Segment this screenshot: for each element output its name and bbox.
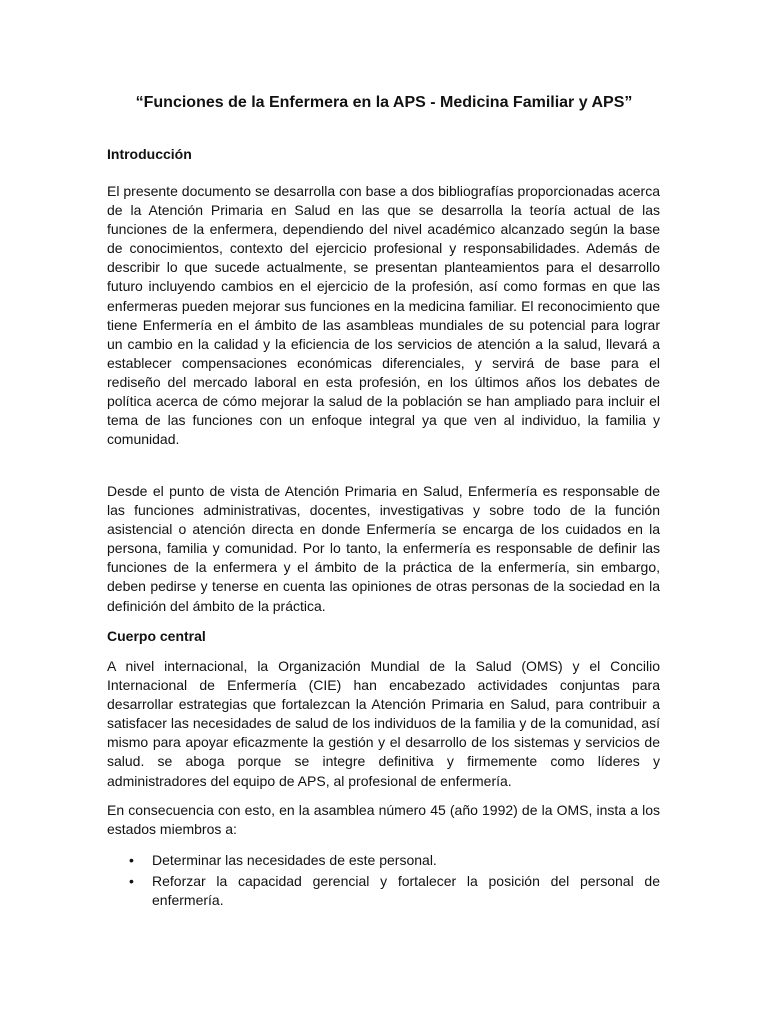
intro-heading: Introducción	[107, 146, 192, 162]
intro-paragraph: Desde el punto de vista de Atención Primaria en Salud, Enfermería es responsable de las funciones administrativas, docentes, investigativas y sobre todo de la función asistencial o atención directa en donde Enfermería se encarga de los cuidados en la persona, familia y comunidad. Por lo tanto, la enfermería es responsable de definir las funciones de la enfermera y el ámbito de la práctica de la enfermería, sin embargo, deben pedirse y tenerse en cuenta las opiniones de otras personas de la sociedad en la definición del ámbito de la práctica.	[107, 483, 660, 614]
bullet-icon: •	[129, 873, 134, 890]
body-paragraph: A nivel internacional, la Organización Mundial de la Salud (OMS) y el Concilio Internacional de Enfermería (CIE) han encabezado actividades conjuntas para desarrollar estrategias que fortalezcan la Atención Primaria en Salud, para contribuir a satisfacer las necesidades de salud de los individuos de la familia y de la comunidad, así mismo para apoyar eficazmente la gestión y el desarrollo de los sistemas y servicios de salud. se aboga porque se integre definitiva y firmemente como líderes y administradores del equipo de APS, al profesional de enfermería.	[107, 658, 660, 789]
document-title: “Funciones de la Enfermera en la APS - Medicina Familiar y APS”	[135, 94, 633, 111]
bullet-text: Determinar las necesidades de este personal.	[152, 852, 437, 868]
bullet-icon: •	[129, 852, 134, 868]
bullet-item	[107, 851, 660, 870]
body-heading: Cuerpo central	[107, 628, 206, 644]
body-paragraph: En consecuencia con esto, en la asamblea número 45 (año 1992) de la OMS, insta a los estados miembros a:	[107, 802, 660, 838]
intro-paragraph: El presente documento se desarrolla con base a dos bibliografías proporcionadas acerca de la Atención Primaria en Salud en las que se desarrolla la teoría actual de las funciones de la enfermera, dependiendo del nivel académico alcanzado según la base de conocimientos, contexto del ejercicio profesional y responsabilidades. Además de describir lo que sucede actualmente, se presentan planteamientos para el desarrollo futuro incluyendo cambios en el ejercicio de la profesión, así como formas en que las enfermeras pueden mejorar sus funciones en la medicina familiar. El reconocimiento que tiene Enfermería en el ámbito de las asambleas mundiales de su potencial para lograr un cambio en la calidad y la eficiencia de los servicios de atención a la salud, llevará a establecer compensaciones económicas diferenciales, y servirá de base para el rediseño del mercado laboral en esta profesión, en los últimos años los debates de política acerca de cómo mejorar la salud de la población se han ampliado para incluir el tema de las funciones con un enfoque integral ya que ven al individuo, la familia y comunidad.	[107, 183, 660, 448]
bullet-list	[107, 851, 660, 912]
bullet-item	[107, 872, 660, 910]
bullet-text: Reforzar la capacidad gerencial y fortalecer la posición del personal de enfermería.	[152, 873, 660, 909]
